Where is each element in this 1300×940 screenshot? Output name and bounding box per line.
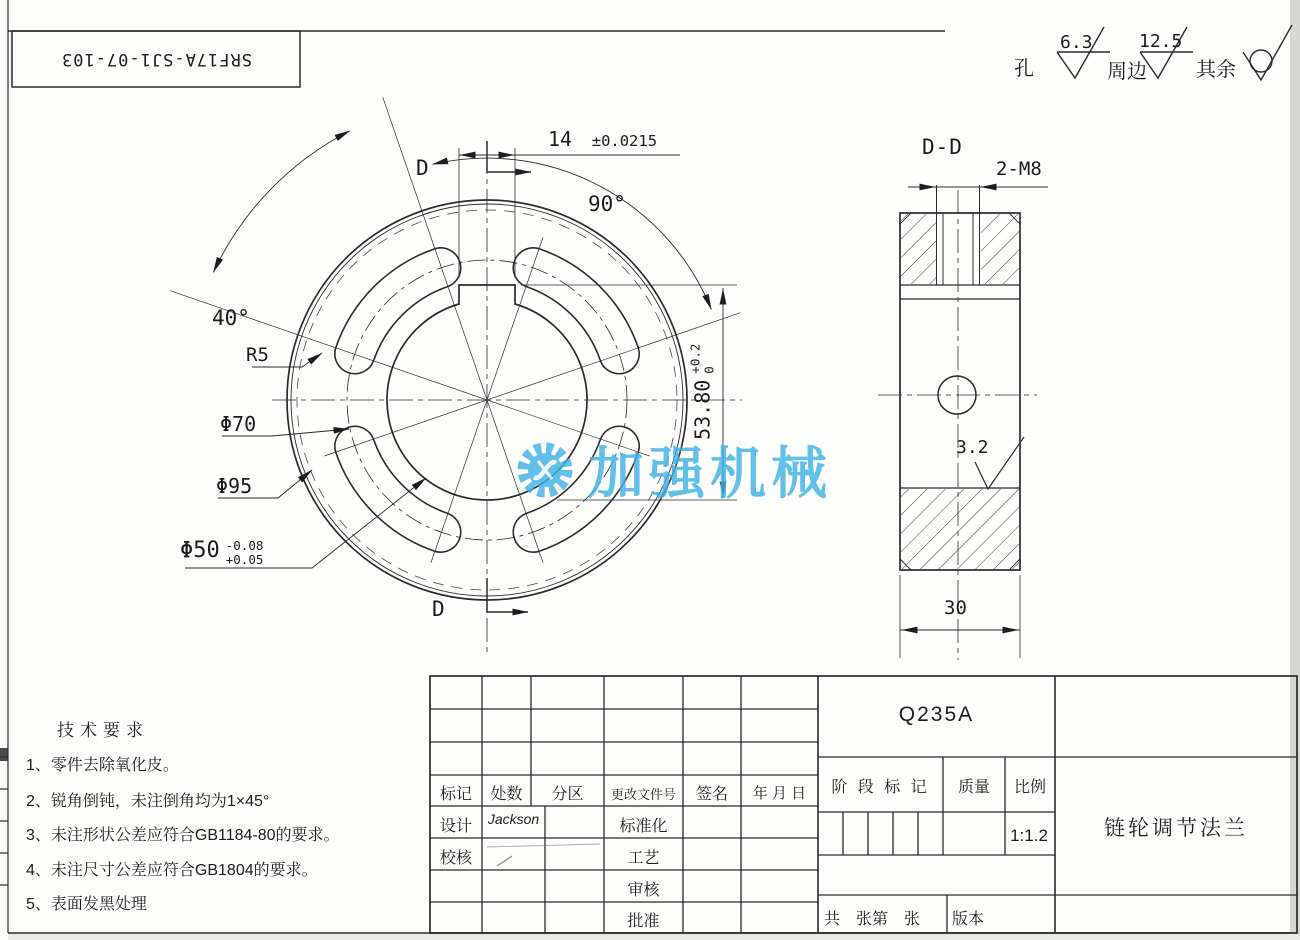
finish-perimeter-value: 12.5 xyxy=(1139,31,1183,52)
bore-dim xyxy=(180,538,263,566)
tb-role-process: 工艺 xyxy=(627,850,660,867)
tb-role-check: 校核 xyxy=(439,850,472,867)
tb-designer-signature: Jackson xyxy=(487,811,540,827)
finish-hole-value: 6.3 xyxy=(1060,32,1093,53)
tb-part-name: 链轮调节法兰 xyxy=(1104,817,1248,840)
tb-role-review: 审核 xyxy=(627,882,660,899)
section-arrow-label-bottom: D xyxy=(432,597,445,621)
tb-header-weight: 质量 xyxy=(957,779,990,796)
tech-req-item: 4、未注尺寸公差应符合GB1804的要求。 xyxy=(26,862,318,879)
tb-version-label: 版本 xyxy=(952,911,985,928)
finish-hole-label: 孔 xyxy=(1014,58,1034,80)
section-title: D-D xyxy=(922,135,963,159)
bore-value: Φ50 xyxy=(180,538,220,563)
tech-req-item: 3、未注形状公差应符合GB1184-80的要求。 xyxy=(26,827,340,844)
keyway-depth-dim xyxy=(688,312,716,472)
section-roughness-value: 3.2 xyxy=(956,437,989,458)
tb-header-scale: 比例 xyxy=(1013,779,1046,796)
section-arrow-label-top: D xyxy=(416,156,429,180)
tb-role-standardization: 标准化 xyxy=(619,818,668,835)
keyway-depth-value: 53.80 xyxy=(690,379,714,440)
tb-header-signature: 签名 xyxy=(695,786,728,803)
tb-role-approve: 批准 xyxy=(627,913,660,930)
tb-sheet-note: 共 张第 张 xyxy=(824,911,921,928)
section-view xyxy=(878,185,1048,660)
slot-radius-dim: R5 xyxy=(246,344,269,366)
tb-header-stage: 阶 段 标 记 xyxy=(831,779,930,796)
watermark-text: 加强机械 xyxy=(588,442,832,505)
tech-req-item: 5、表面发黑处理 xyxy=(26,896,147,913)
keyway-depth-tol-upper: +0.2 xyxy=(687,343,703,374)
tb-header-zone: 分区 xyxy=(551,786,584,803)
watermark xyxy=(512,430,832,510)
tb-header-date: 年 月 日 xyxy=(752,785,807,802)
bore-tol-lower: +0.05 xyxy=(225,551,264,567)
angle-40-dim: 40° xyxy=(212,306,250,330)
tb-role-design: 设计 xyxy=(439,818,472,835)
tb-material: Q235A xyxy=(898,703,975,726)
finish-perimeter-label: 周边 xyxy=(1107,61,1147,83)
tb-header-count: 处数 xyxy=(490,786,523,803)
tb-scale-value: 1:1.2 xyxy=(1010,826,1048,845)
keyway-depth-tol-lower: 0 xyxy=(701,366,716,374)
tb-header-change-doc: 更改文件号 xyxy=(610,787,676,802)
part-number: SRF17A-SJ1-07-103 xyxy=(60,49,252,69)
keyway-width-tol: ±0.0215 xyxy=(591,132,658,150)
part-number-box xyxy=(12,31,300,87)
keyway-width-value: 14 xyxy=(548,127,573,151)
section-width-dim: 30 xyxy=(944,597,967,619)
angle-90-dim: 90° xyxy=(588,192,626,216)
front-view xyxy=(170,97,742,655)
tb-header-mark: 标记 xyxy=(439,786,472,803)
thread-dim: 2-M8 xyxy=(996,158,1042,180)
outer-circle-dim: Φ95 xyxy=(216,474,253,498)
gear-logo-icon xyxy=(512,437,578,503)
tech-req-title: 技术要求 xyxy=(57,721,149,740)
bolt-circle-dim: Φ70 xyxy=(220,412,257,436)
finish-others-label: 其余 xyxy=(1196,59,1236,81)
keyway-width-dim xyxy=(548,127,657,151)
bore-tol-upper: -0.08 xyxy=(225,537,264,553)
tech-req-item: 2、锐角倒钝，未注倒角均为1×45° xyxy=(26,793,270,810)
tech-req-item: 1、零件去除氧化皮。 xyxy=(26,757,179,774)
